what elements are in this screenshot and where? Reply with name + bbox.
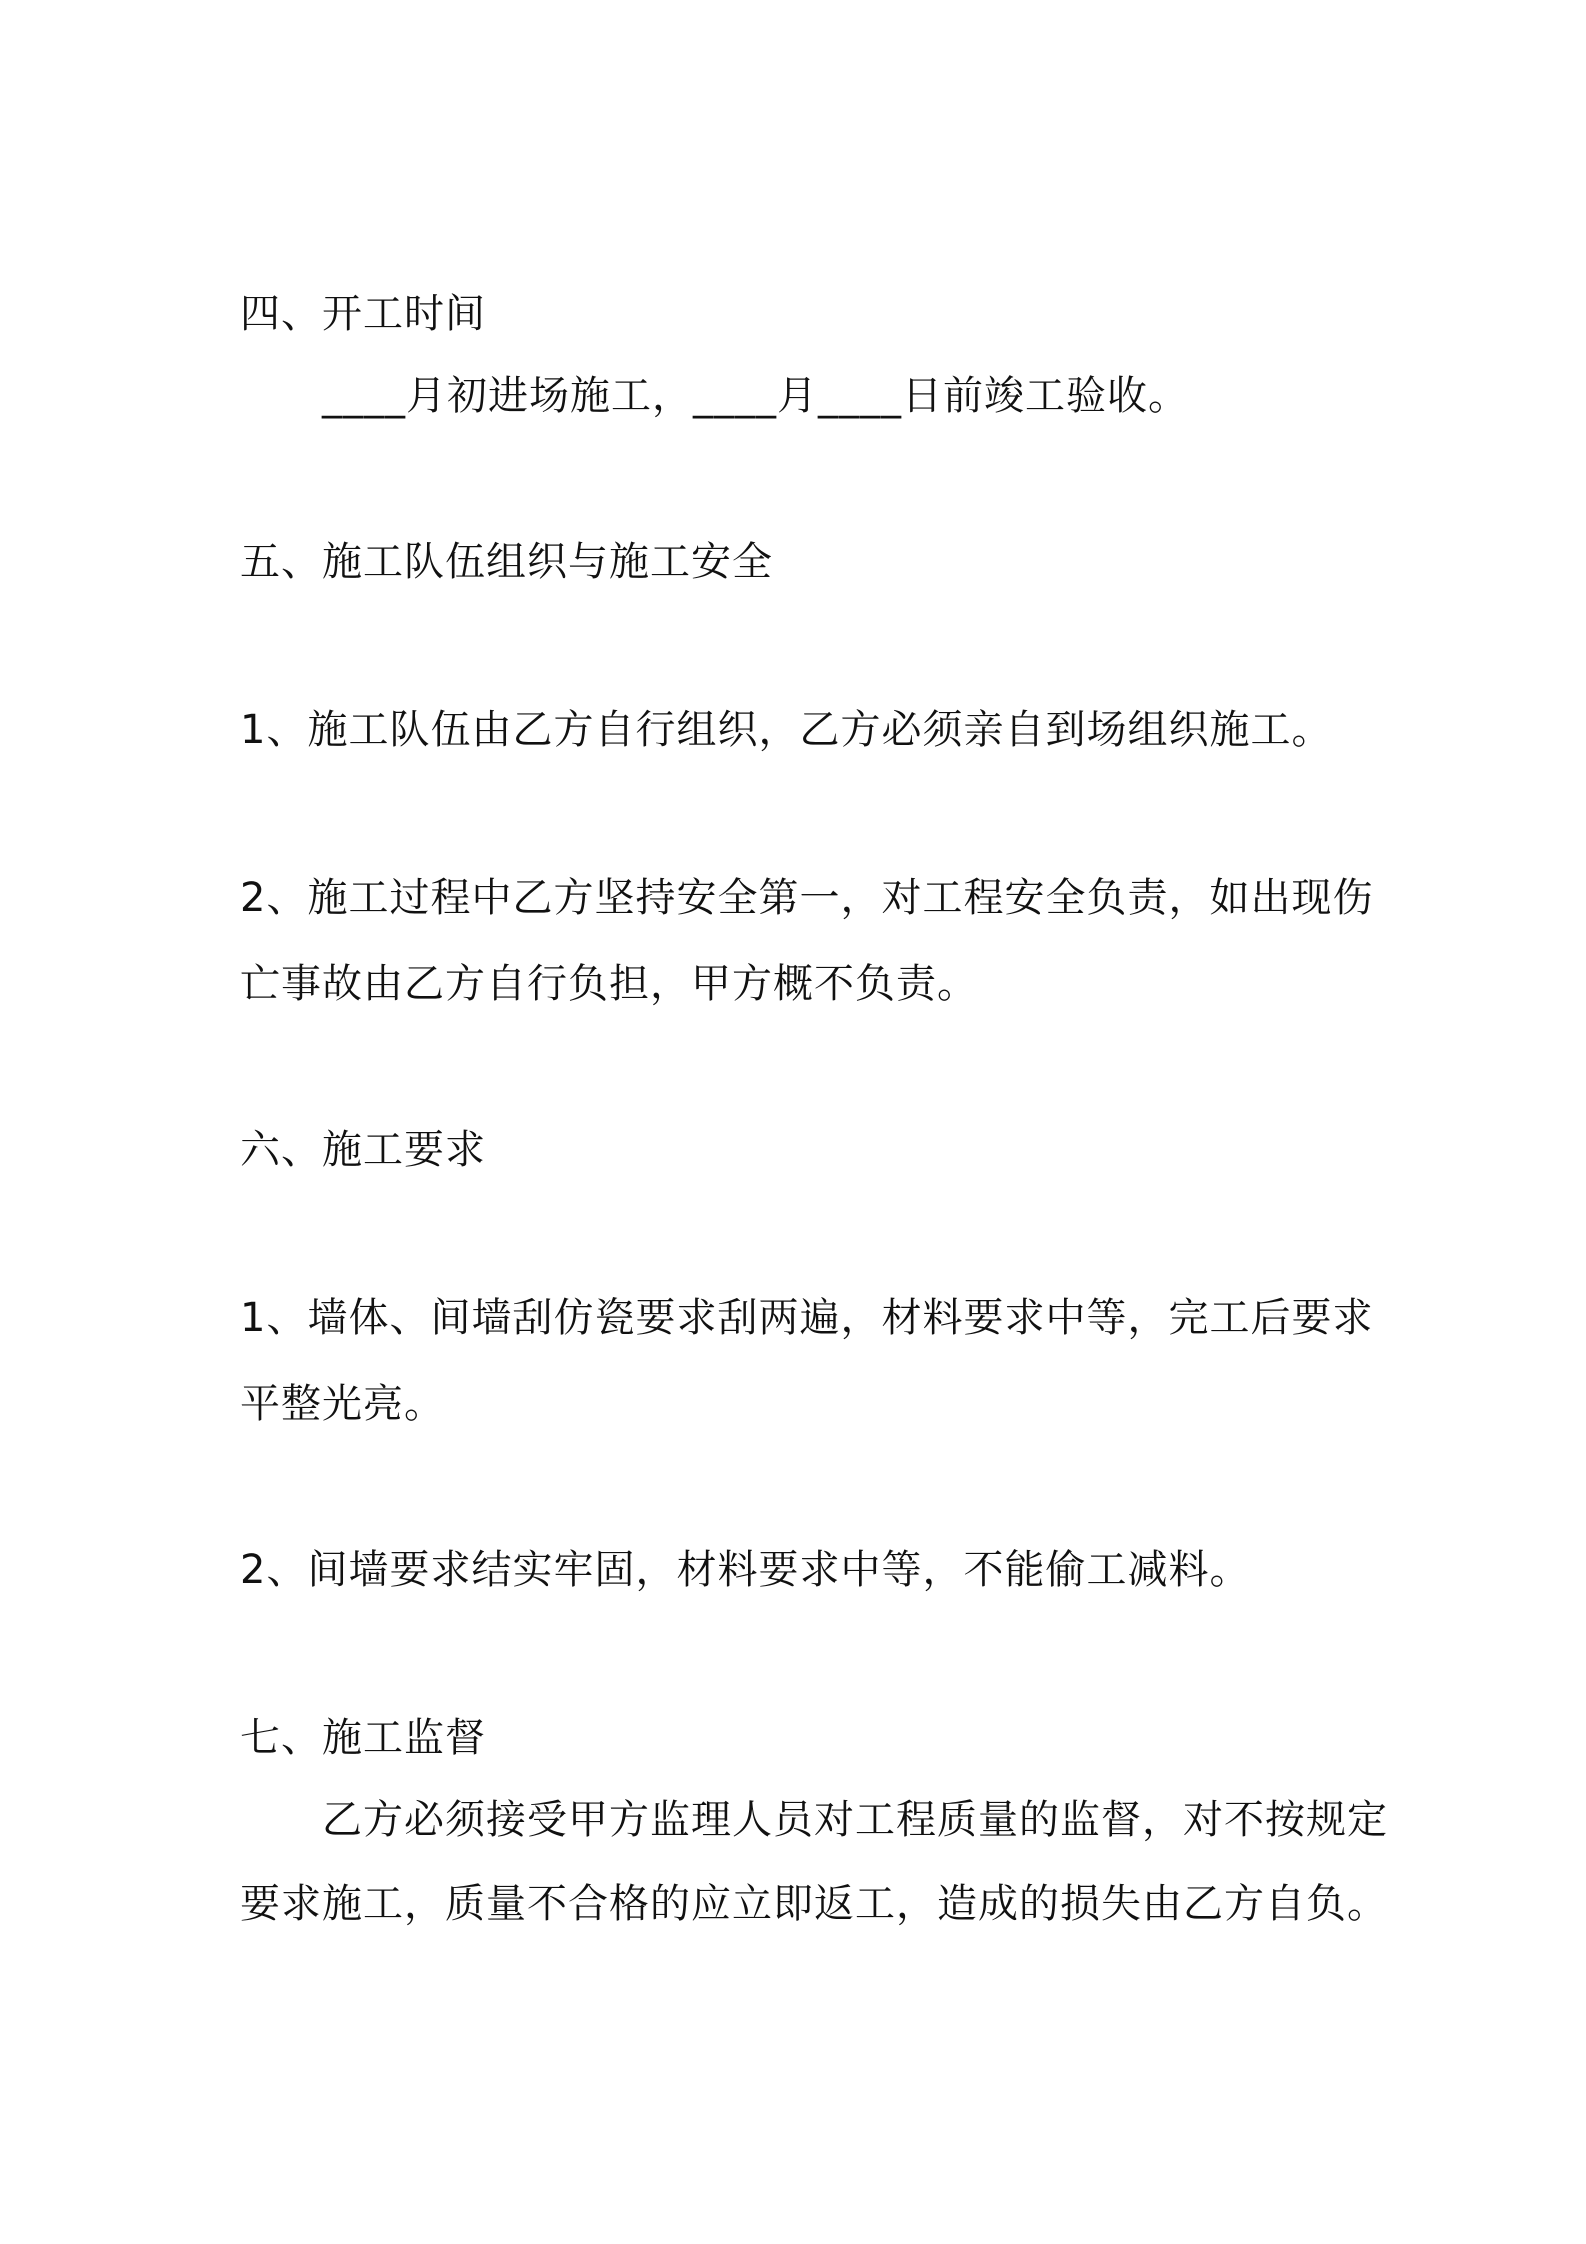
section-4-heading: 四、开工时间 — [240, 291, 486, 337]
section-6-item-1-line-1: 1、墙体、间墙刮仿瓷要求刮两遍，材料要求中等，完工后要求 — [240, 1295, 1374, 1341]
section-5-item-1: 1、施工队伍由乙方自行组织，乙方必须亲自到场组织施工。 — [240, 707, 1333, 753]
section-6-item-2: 2、间墙要求结实牢固，材料要求中等，不能偷工减料。 — [240, 1547, 1251, 1593]
section-4-body: ____月初进场施工，____月____日前竣工验收。 — [322, 373, 1189, 419]
section-6-heading: 六、施工要求 — [240, 1127, 486, 1173]
section-6-item-1-line-2: 平整光亮。 — [240, 1381, 445, 1427]
section-7-body-line-2: 要求施工，质量不合格的应立即返工，造成的损失由乙方自负。 — [240, 1881, 1388, 1927]
section-5-heading: 五、施工队伍组织与施工安全 — [240, 539, 773, 585]
section-7-body-line-1: 乙方必须接受甲方监理人员对工程质量的监督，对不按规定 — [322, 1797, 1388, 1843]
section-5-item-2-line-1: 2、施工过程中乙方坚持安全第一，对工程安全负责，如出现伤 — [240, 875, 1374, 921]
section-5-item-2-line-2: 亡事故由乙方自行负担，甲方概不负责。 — [240, 961, 978, 1007]
section-7-heading: 七、施工监督 — [240, 1715, 486, 1761]
